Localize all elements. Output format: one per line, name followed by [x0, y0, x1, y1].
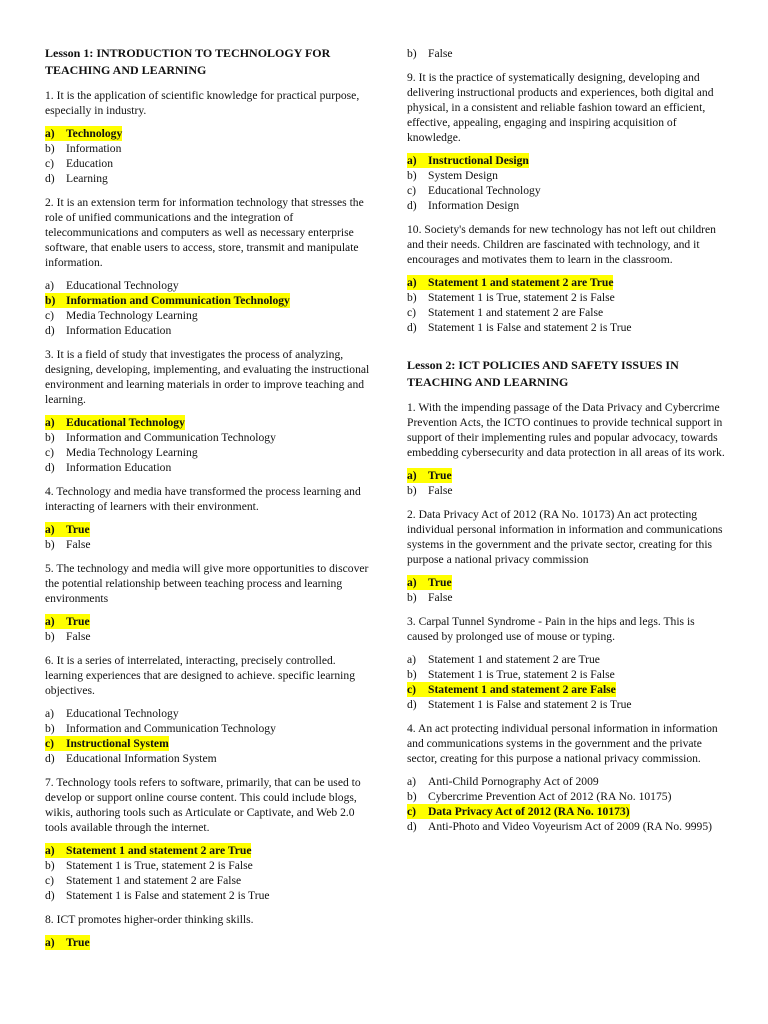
answer-options: [407, 275, 727, 335]
answer-options: [407, 575, 727, 605]
answer-option: [45, 445, 370, 460]
question-block: [407, 222, 727, 335]
answer-option-highlighted: [407, 468, 727, 483]
option-text: Statement 1 is True, statement 2 is False: [428, 291, 615, 304]
question-text: 2. It is an extension term for information technology that stresses the role of unified communications and the integration of telecommunications and computers as well as necessary enterprise software, that enable users to access, store, transmit and manipulate information.: [45, 196, 364, 269]
question-text: 3. It is a field of study that investigates the process of analyzing, designing, developing, implementing, and evaluating the instructional environment and learning materials in order to improve teaching and learning.: [45, 348, 370, 406]
option-letter: d): [407, 321, 417, 334]
option-text: Education: [66, 157, 114, 170]
option-letter: c): [45, 446, 55, 459]
answer-option: [407, 590, 727, 605]
question-text: 1. It is the application of scientific knowledge for practical purpose, especially in industry.: [45, 89, 360, 117]
option-letter: b): [407, 484, 417, 497]
answer-options: [407, 774, 727, 834]
option-letter: a): [407, 653, 417, 666]
question-text: 4. An act protecting individual personal information in information and communications systems in the government and the private sector, creating for this purpose a national privacy commission.: [407, 722, 718, 765]
answer-options: [407, 468, 727, 498]
option-letter: b): [45, 538, 55, 551]
answer-options: [45, 522, 370, 552]
answer-option: [407, 290, 727, 305]
answer-option-highlighted: [407, 153, 727, 168]
answer-option-highlighted: [407, 275, 727, 290]
question-block: [45, 912, 370, 950]
answer-options: [45, 935, 370, 950]
option-text: Information and Communication Technology: [66, 722, 276, 735]
option-letter: b): [407, 169, 417, 182]
option-letter: d): [45, 461, 55, 474]
option-letter: d): [407, 820, 417, 833]
option-text: Cybercrime Prevention Act of 2012 (RA No. 10175): [428, 790, 672, 803]
option-letter: d): [45, 172, 55, 185]
right-column: [407, 46, 727, 843]
question-text: 4. Technology and media have transformed the process learning and interacting of learners with their environment.: [45, 485, 361, 513]
option-text: Information Education: [66, 324, 172, 337]
option-text: Statement 1 is True, statement 2 is False: [428, 668, 615, 681]
answer-option-highlighted: [45, 843, 370, 858]
question-block: [407, 400, 727, 498]
question-text: 8. ICT promotes higher-order thinking skills.: [45, 913, 254, 926]
lesson-2-title: Lesson 2: ICT POLICIES AND SAFETY ISSUES IN TEACHING AND LEARNING: [407, 358, 679, 389]
answer-options: [45, 415, 370, 475]
question-text: 6. It is a series of interrelated, interacting, precisely controlled. learning experiences that are designed to achieve. specific learning objectives.: [45, 654, 355, 697]
answer-option: [45, 858, 370, 873]
option-letter: c): [45, 736, 66, 751]
option-text: Statement 1 and statement 2 are False: [66, 874, 242, 887]
option-letter: b): [45, 722, 55, 735]
answer-option: [407, 483, 727, 498]
option-letter: b): [45, 293, 66, 308]
option-text: Statement 1 is False and statement 2 is True: [428, 321, 632, 334]
answer-option: [407, 667, 727, 682]
question-text: 1. With the impending passage of the Data Privacy and Cybercrime Prevention Acts, the ICTO continues to provide technical support in support of their implementing rules and popular advocacy, towards embedding cybersecurity and data protection in all areas of its work.: [407, 401, 725, 459]
answer-option-highlighted: [45, 614, 370, 629]
option-text: Educational Technology: [66, 279, 179, 292]
option-letter: a): [407, 153, 428, 168]
question-text: 5. The technology and media will give more opportunities to discover the potential relationship between teaching process and learning environments: [45, 562, 369, 605]
option-letter: a): [45, 843, 66, 858]
option-text: True: [428, 576, 452, 589]
answer-options: [45, 843, 370, 903]
option-letter: a): [45, 614, 66, 629]
answer-option: [45, 308, 370, 323]
question-block: [407, 721, 727, 834]
option-letter: d): [407, 698, 417, 711]
option-text: Data Privacy Act of 2012 (RA No. 10173): [428, 805, 630, 818]
option-letter: b): [407, 668, 417, 681]
option-letter: c): [407, 184, 417, 197]
answer-option-highlighted: [45, 293, 370, 308]
answer-option: [45, 873, 370, 888]
option-letter: a): [45, 935, 66, 950]
option-text: False: [428, 591, 453, 604]
option-letter: a): [45, 415, 66, 430]
option-text: System Design: [428, 169, 498, 182]
answer-option: [45, 430, 370, 445]
answer-option: [45, 888, 370, 903]
question-text: 2. Data Privacy Act of 2012 (RA No. 10173) An act protecting individual personal information in information and communications systems in the government and the private sector, creating for this purpose a national privacy commission: [407, 508, 723, 566]
lesson-2-questions: [407, 400, 727, 834]
option-text: False: [66, 538, 91, 551]
option-text: True: [66, 523, 90, 536]
answer-options: [45, 126, 370, 186]
answer-option-highlighted: [45, 522, 370, 537]
option-text: Statement 1 and statement 2 are True: [428, 653, 600, 666]
question-text: 10. Society's demands for new technology has not left out children and their needs. Children are fascinated with technology, and it encourages and motivates them to learn in the classroom.: [407, 223, 716, 266]
option-letter: d): [45, 752, 55, 765]
question-text: 7. Technology tools refers to software, primarily, that can be used to develop or support online course content. This could include blogs, wikis, authoring tools such as Articulate or Captivate, and Web 2.0 tools available through the internet.: [45, 776, 361, 834]
left-column: [45, 45, 370, 959]
answer-option: [407, 168, 727, 183]
answer-option: [407, 774, 727, 789]
option-letter: a): [407, 575, 428, 590]
option-text: Statement 1 is True, statement 2 is False: [66, 859, 253, 872]
option-text: Media Technology Learning: [66, 309, 198, 322]
option-text: Statement 1 is False and statement 2 is True: [66, 889, 270, 902]
answer-option: [407, 46, 727, 61]
option-text: Instructional Design: [428, 154, 529, 167]
question-text: 3. Carpal Tunnel Syndrome - Pain in the hips and legs. This is caused by prolonged use of mouse or typing.: [407, 615, 695, 643]
question-block: [45, 195, 370, 338]
answer-option: [45, 141, 370, 156]
lesson-1-questions: [45, 88, 370, 950]
lesson-1-questions-continued: [407, 70, 727, 335]
option-letter: a): [407, 468, 428, 483]
option-letter: b): [407, 790, 417, 803]
option-letter: a): [407, 275, 428, 290]
question-block: [45, 484, 370, 552]
answer-options: [407, 153, 727, 213]
question-block: [45, 561, 370, 644]
option-letter: b): [407, 591, 417, 604]
option-text: Information Education: [66, 461, 172, 474]
question-text: 9. It is the practice of systematically designing, developing and delivering instructional products and experiences, both digital and physical, in a consistent and reliable fashion toward an efficient, effective, appealing, engaging and inspiring acquisition of knowledge.: [407, 71, 714, 144]
option-letter: d): [45, 889, 55, 902]
answer-option-highlighted: [407, 804, 727, 819]
option-letter: a): [45, 279, 55, 292]
option-text: True: [428, 469, 452, 482]
option-text: Anti-Child Pornography Act of 2009: [428, 775, 599, 788]
option-text: Statement 1 and statement 2 are False: [428, 683, 616, 696]
option-letter: b): [45, 431, 55, 444]
option-letter: c): [45, 874, 55, 887]
option-text: Educational Technology: [66, 707, 179, 720]
option-text: Technology: [66, 127, 123, 140]
option-text: Educational Information System: [66, 752, 217, 765]
option-text: Information and Communication Technology: [66, 294, 290, 307]
answer-option: [407, 819, 727, 834]
option-letter: c): [45, 309, 55, 322]
option-text: Statement 1 is False and statement 2 is True: [428, 698, 632, 711]
option-text: Statement 1 and statement 2 are True: [428, 276, 614, 289]
answer-option: [45, 537, 370, 552]
option-text: True: [66, 936, 90, 949]
answer-option-highlighted: [407, 575, 727, 590]
option-letter: c): [407, 682, 428, 697]
answer-option: [45, 171, 370, 186]
answer-option: [45, 323, 370, 338]
option-letter: b): [407, 291, 417, 304]
answer-option-highlighted: [45, 415, 370, 430]
option-text: True: [66, 615, 90, 628]
answer-options: [45, 706, 370, 766]
option-text: False: [428, 47, 453, 60]
option-text: Information and Communication Technology: [66, 431, 276, 444]
option-text: False: [428, 484, 453, 497]
question-block: [407, 614, 727, 712]
option-text: Statement 1 and statement 2 are True: [66, 844, 252, 857]
option-text: Anti-Photo and Video Voyeurism Act of 2009 (RA No. 9995): [428, 820, 712, 833]
answer-option: [45, 278, 370, 293]
option-text: Learning: [66, 172, 108, 185]
option-text: Information: [66, 142, 122, 155]
option-letter: d): [407, 199, 417, 212]
answer-option: [45, 706, 370, 721]
option-text: Instructional System: [66, 737, 169, 750]
option-letter: c): [45, 157, 55, 170]
question-block: [407, 70, 727, 213]
option-letter: d): [45, 324, 55, 337]
question-block: [45, 347, 370, 475]
option-text: Information Design: [428, 199, 520, 212]
answer-option-highlighted: [45, 126, 370, 141]
option-text: Statement 1 and statement 2 are False: [428, 306, 604, 319]
answer-option: [407, 320, 727, 335]
option-letter: a): [407, 775, 417, 788]
answer-option: [45, 721, 370, 736]
answer-option: [407, 697, 727, 712]
option-letter: b): [45, 630, 55, 643]
option-text: Media Technology Learning: [66, 446, 198, 459]
question-block: [45, 88, 370, 186]
question-block: [407, 507, 727, 605]
answer-option: [407, 789, 727, 804]
answer-option: [45, 156, 370, 171]
option-letter: a): [45, 126, 66, 141]
answer-options: [45, 614, 370, 644]
answer-option-highlighted: [45, 935, 370, 950]
option-text: Educational Technology: [428, 184, 541, 197]
answer-option: [407, 652, 727, 667]
answer-option-highlighted: [45, 736, 370, 751]
answer-option-highlighted: [407, 682, 727, 697]
answer-option: [407, 305, 727, 320]
option-letter: a): [45, 522, 66, 537]
question-8-continued-options: [407, 46, 727, 61]
option-text: False: [66, 630, 91, 643]
lesson-1-title: Lesson 1: INTRODUCTION TO TECHNOLOGY FOR TEACHING AND LEARNING: [45, 46, 331, 77]
answer-option: [45, 751, 370, 766]
option-letter: a): [45, 707, 55, 720]
answer-option: [407, 183, 727, 198]
option-letter: c): [407, 306, 417, 319]
option-letter: b): [45, 142, 55, 155]
option-letter: c): [407, 804, 428, 819]
option-letter: b): [45, 859, 55, 872]
option-letter: b): [407, 47, 417, 60]
answer-option: [407, 198, 727, 213]
answer-options: [45, 278, 370, 338]
question-block: [45, 775, 370, 903]
answer-option: [45, 460, 370, 475]
option-text: Educational Technology: [66, 416, 185, 429]
answer-options: [407, 652, 727, 712]
answer-option: [45, 629, 370, 644]
question-block: [45, 653, 370, 766]
